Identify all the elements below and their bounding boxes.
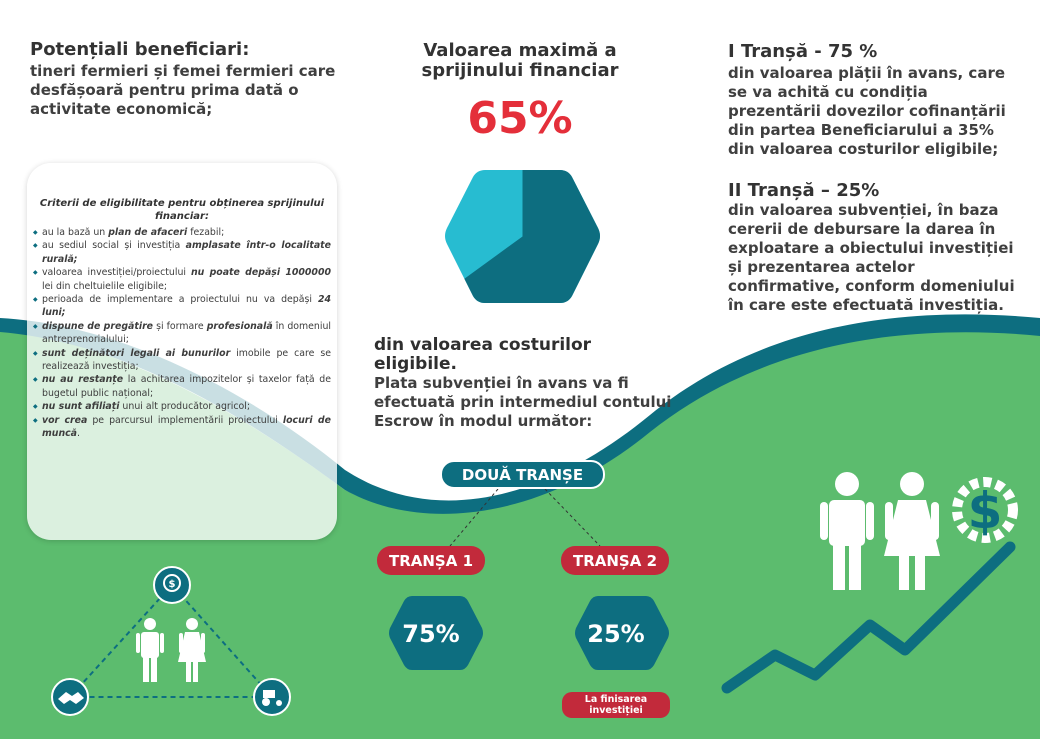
criteria-item-bold2: profesională <box>206 320 273 332</box>
payment-description <box>374 336 674 431</box>
two-tranches-badge: DOUĂ TRANȘE <box>440 460 605 489</box>
svg-text:$: $ <box>168 579 176 590</box>
tractor-icon <box>254 679 290 715</box>
criteria-item-pre: au la bază un <box>42 227 109 238</box>
criteria-item-bold: nu poate depăși 1000000 <box>190 267 331 279</box>
criteria-item-bold: vor crea <box>42 414 88 426</box>
criteria-item <box>33 266 331 293</box>
tranche-2-heading: II Tranșă – 25% <box>728 180 880 201</box>
criteria-item-bold2: locuri de muncă <box>42 414 331 440</box>
desc-pre: din valoarea <box>374 335 499 355</box>
criteria-list <box>33 226 331 441</box>
criteria-item-bold: nu sunt afiliați <box>42 401 120 413</box>
criteria-item <box>33 347 331 374</box>
tranche-1-badge: TRANȘA 1 <box>377 546 485 575</box>
criteria-item-bold: plan de afaceri <box>108 227 188 238</box>
criteria-item-post: lei din cheltuielile eligibile; <box>42 280 168 292</box>
criteria-item <box>33 239 331 266</box>
criteria-item <box>33 226 331 239</box>
tranche-2-percent: 25% <box>587 620 645 648</box>
desc-bold: costurilor eligibile. <box>374 335 592 374</box>
tranche-1-percent: 75% <box>402 620 460 648</box>
criteria-item-post: și formare <box>153 320 207 332</box>
tranche-2-text: din valoarea subvenției, în baza cererii de debursare la darea în exploatare a obiectului investiției și prezentarea actelor confirmative, conform domeniului în care este efectuată investiția. <box>728 201 1015 314</box>
criteria-item-bold: amplasate într-o localitate rurală; <box>42 240 331 265</box>
criteria-item-bold: dispune de pregătire <box>42 320 154 332</box>
criteria-item <box>33 373 331 400</box>
criteria-item <box>33 414 331 441</box>
max-support-heading: Valoarea maximă a sprijinului financiar <box>421 40 619 81</box>
criteria-item <box>33 400 331 413</box>
pie-hexagon <box>425 117 642 357</box>
criteria-item-bold: nu au restanțe <box>42 374 124 386</box>
svg-text:$: $ <box>967 482 1003 540</box>
criteria-item-post: fezabil; <box>187 227 225 238</box>
criteria-item <box>33 293 331 320</box>
handshake-icon <box>52 679 88 715</box>
beneficiaries-heading: Potențiali beneficiari: <box>30 39 250 60</box>
criteria-title: Criterii de eligibilitate pentru obținerea sprijinului financiar: <box>39 198 325 222</box>
criteria-item-post2: . <box>77 428 80 440</box>
criteria-panel <box>27 163 337 540</box>
criteria-item-bold: 24 luni; <box>42 294 331 319</box>
criteria-item-pre: valoarea investiției/proiectului <box>42 267 191 279</box>
criteria-item-post: la achitarea impozitelor și taxelor față de bugetul public național; <box>42 374 331 399</box>
criteria-item-post2: în domeniul antreprenorialului; <box>42 320 331 346</box>
max-support-percent: 65% <box>467 93 573 144</box>
desc-post: Plata subvenției în avans va fi efectuată prin intermediul contului Escrow în modul următor: <box>374 374 672 430</box>
tranche-1-text: din valoarea plății în avans, care se va achită cu condiția prezentării dovezilor cofinanțării din partea Beneficiarului a 35% din valoarea costurilor eligibile; <box>728 64 1006 158</box>
tranche-2-badge: TRANȘA 2 <box>561 546 669 575</box>
criteria-item-post: pe parcursul implementării proiectului <box>87 414 283 426</box>
criteria-item-post: imobile pe care se realizează investiția; <box>42 347 331 373</box>
beneficiaries-text: tineri fermieri și femei fermieri care desfășoară pentru prima dată o activitate economică; <box>30 62 336 118</box>
criteria-item-pre: perioada de implementare a proiectului nu va depăși <box>42 294 318 306</box>
criteria-item-pre: au sediul social și investiția <box>42 240 186 252</box>
tranche-1-heading: I Tranșă - 75 % <box>728 41 878 62</box>
criteria-item-bold: sunt deținători legali ai bunurilor <box>42 347 231 359</box>
criteria-item <box>33 320 331 347</box>
coins-icon <box>154 567 190 603</box>
tranche-2-note: La finisarea investiției <box>562 692 670 718</box>
criteria-item-post: unui alt producător agricol; <box>119 401 251 413</box>
